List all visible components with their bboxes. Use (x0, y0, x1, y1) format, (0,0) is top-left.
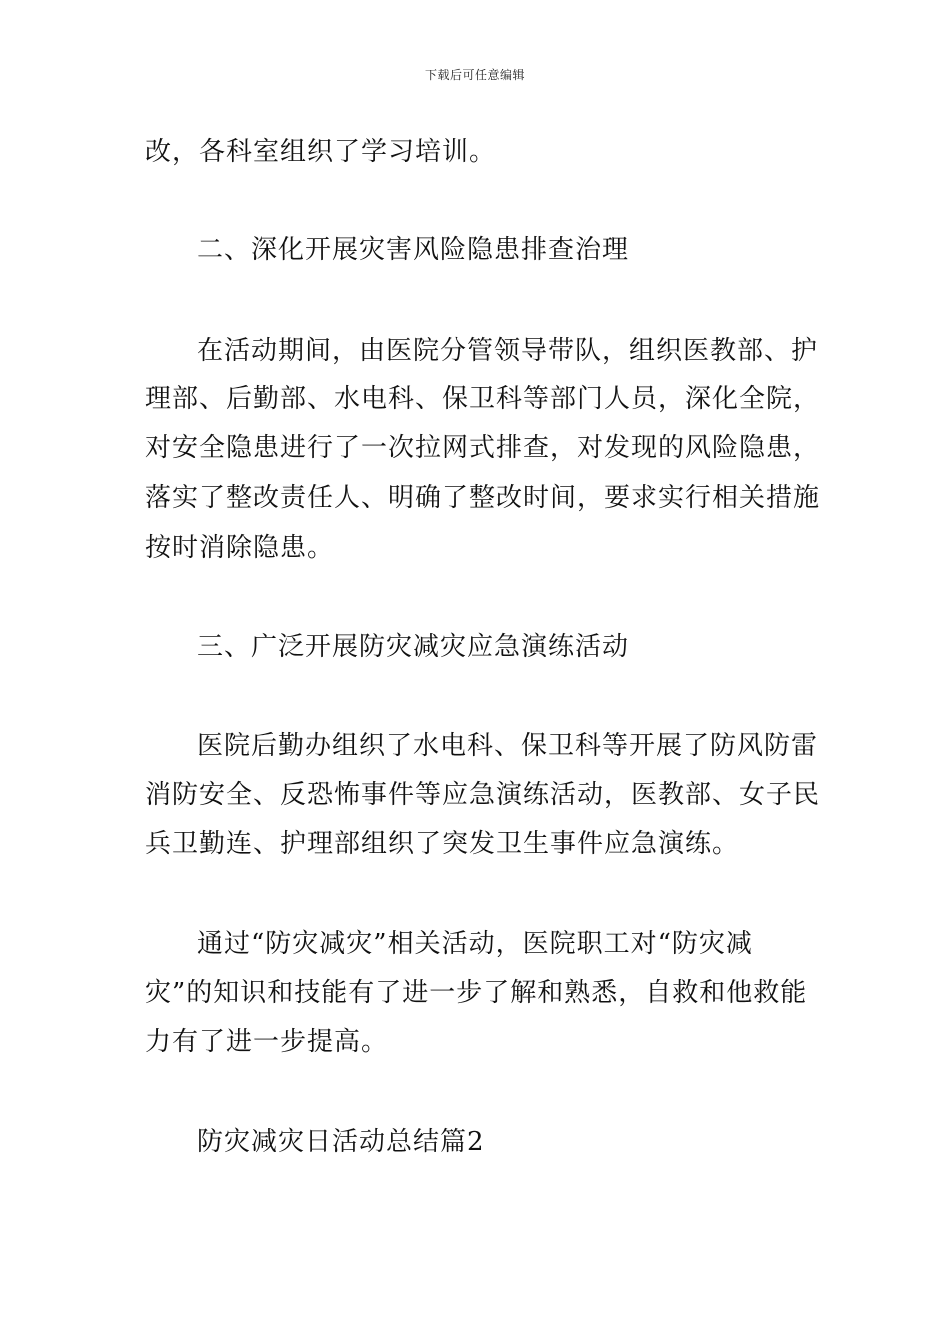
paragraph-line: 通过“防灾减灾”相关活动，医院职工对“防灾减 (197, 929, 753, 959)
section-heading: 三、广泛开展防灾减灾应急演练活动 (197, 632, 630, 662)
paragraph-line: 力有了进一步提高。 (145, 1027, 389, 1057)
paragraph-line: 改，各科室组织了学习培训。 (145, 137, 497, 167)
paragraph-line: 对安全隐患进行了一次拉网式排查，对发现的风险隐患， (145, 433, 821, 463)
paragraph-line: 灾”的知识和技能有了进一步了解和熟悉，自救和他救能 (145, 978, 808, 1008)
paragraph-line: 在活动期间，由医院分管领导带队，组织医教部、护 (197, 336, 819, 366)
paragraph-line: 落实了整改责任人、明确了整改时间，要求实行相关措施 (145, 483, 821, 513)
header-note: 下载后可任意编辑 (424, 68, 525, 82)
paragraph-line: 按时消除隐患。 (145, 533, 335, 563)
paragraph-line: 消防安全、反恐怖事件等应急演练活动，医教部、女子民 (145, 780, 821, 810)
section-heading: 二、深化开展灾害风险隐患排查治理 (197, 235, 630, 265)
paragraph-line: 理部、后勤部、水电科、保卫科等部门人员，深化全院， (145, 384, 821, 414)
paragraph-line: 医院后勤办组织了水电科、保卫科等开展了防风防雷 (197, 731, 819, 761)
paragraph-line: 兵卫勤连、护理部组织了突发卫生事件应急演练。 (145, 829, 740, 859)
section-heading: 防灾减灾日活动总结篇2 (197, 1127, 485, 1157)
